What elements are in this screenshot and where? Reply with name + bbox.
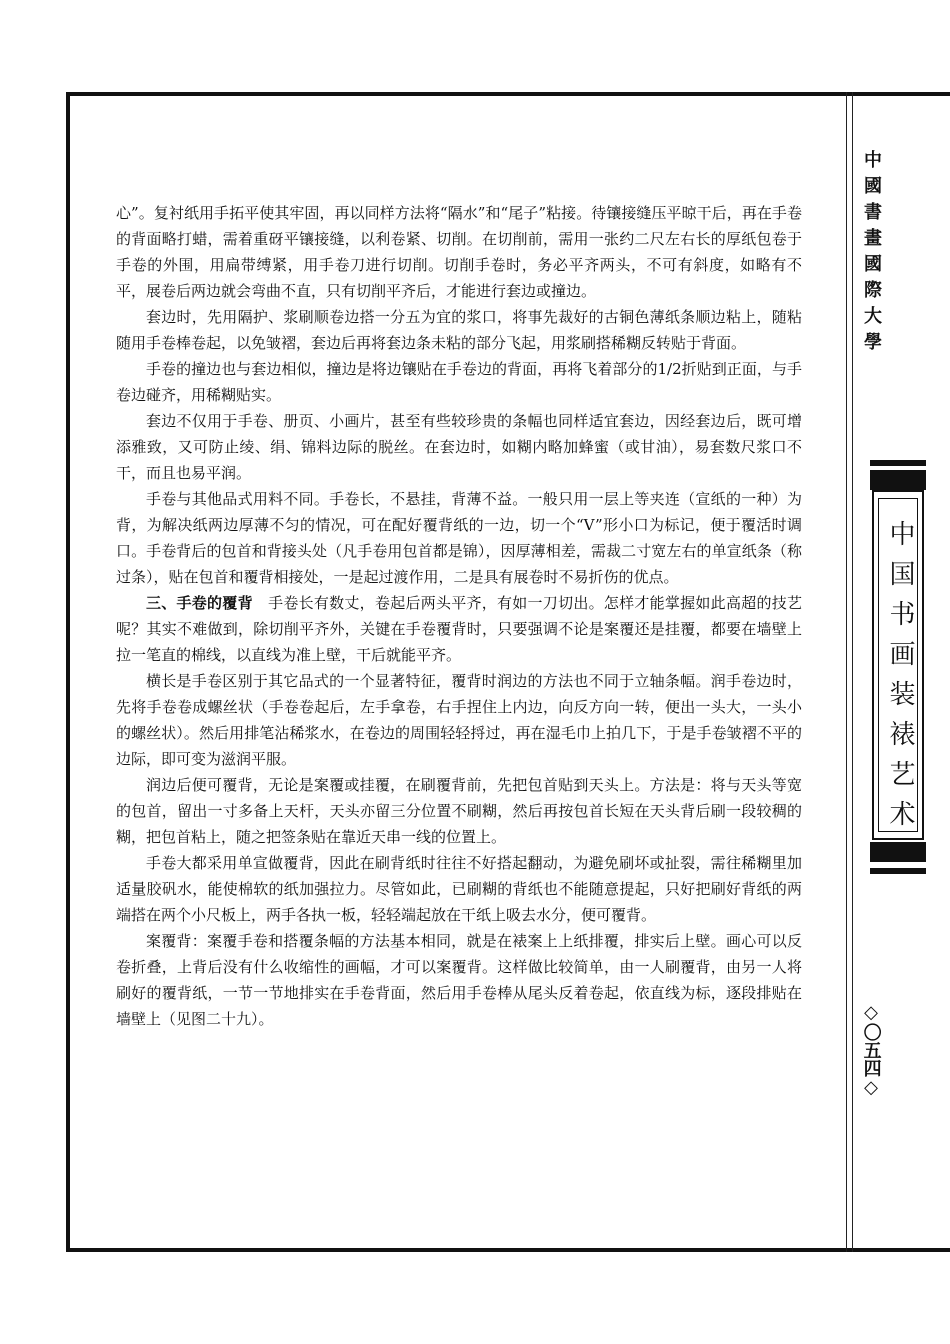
sidebar-divider-inner — [852, 92, 853, 1252]
paragraph-2: 套边时，先用隔护、浆刷顺卷边搭一分五为宜的浆口，将事先裁好的古铜色薄纸条顺边粘上，随粘随用手卷棒卷起，以免皱褶，套边后再将套边条未粘的部分飞起，用浆刷搭稀糊反转贴于背面。 — [116, 308, 802, 352]
title-bar-top-thick — [870, 470, 926, 490]
paragraph-7: 横长是手卷区别于其它品式的一个显著特征，覆背时润边的方法也不同于立轴条幅。润手卷边时，先将手卷卷成螺丝状（手卷卷起后，左手拿卷，右手捏住上内边，向反方向一转，便出一头大，一头小的螺丝状）。然后用排笔沾稀浆水，在卷边的周围轻轻捋过，再在湿毛巾上拍几下，于是手卷皱褶不平的边际，即可变为滋润平服。 — [116, 672, 802, 768]
section-heading: 三、手卷的覆背 — [146, 594, 253, 612]
paragraph-6 — [116, 590, 802, 668]
paragraph-4: 套边不仅用于手卷、册页、小画片，甚至有些较珍贵的条幅也同样适宜套边，因经套边后，既可增添雅致，又可防止绫、绢、锦料边际的脱丝。在套边时，如糊内略加蜂蜜（或甘油），易套数尺浆口不干，而且也易平润。 — [116, 412, 802, 482]
paragraph-6-text: 手卷长有数丈，卷起后两头平齐，有如一刀切出。怎样才能掌握如此高超的技艺呢？其实不难做到，除切削平齐外，关键在手卷覆背时，只要强调不论是案覆还是挂覆，都要在墙壁上拉一笔直的棉线，以直线为准上壁，干后就能平齐。 — [116, 594, 802, 664]
paragraph-10: 案覆背：案覆手卷和搭覆条幅的方法基本相同，就是在裱案上上纸排覆，排实后上壁。画心可以反卷折叠，上背后没有什么收缩性的画幅，才可以案覆背。这样做比较简单，由一人刷覆背，由另一人将刷好的覆背纸，一节一节地排实在手卷背面，然后用手卷棒从尾头反着卷起，依直线为标，逐段排贴在墙壁上（见图二十九）。 — [116, 932, 802, 1028]
institution-name: 中國書畫國際大學 — [861, 150, 882, 358]
paragraph-1: 心”。复衬纸用手拓平使其牢固，再以同样方法将“隔水”和“尾子”粘接。待镶接缝压平晾干后，再在手卷的背面略打蜡，需着重砑平镶接缝，以利卷紧、切削。在切削前，需用一张约二尺左右长的厚纸包卷于手卷的外围，用扁带缚紧，用手卷刀进行切削。切削手卷时，务必平齐两头，不可有斜度，如略有不平，展卷后两边就会弯曲不直，只有切削平齐后，才能进行套边或撞边。 — [116, 204, 802, 300]
title-bar-bottom-thick — [870, 842, 926, 862]
paragraph-3: 手卷的撞边也与套边相似，撞边是将边镶贴在手卷边的背面，再将飞着部分的1/2折贴到正面，与手卷边碰齐，用稀糊贴实。 — [116, 360, 802, 404]
paragraph-9: 手卷大都采用单宣做覆背，因此在刷背纸时往往不好搭起翻动，为避免刷坏或扯裂，需往稀糊里加适量胶矾水，能使棉软的纸加强拉力。尽管如此，已刷糊的背纸也不能随意提起，只好把刷好背纸的两端搭在两个小尺板上，两手各执一板，轻轻端起放在干纸上吸去水分，便可覆背。 — [116, 854, 802, 924]
page-number: ◇〇五四◇ — [860, 1002, 882, 1098]
book-title: 中国书画装裱艺术 — [885, 520, 915, 840]
body-text — [116, 200, 802, 1032]
title-bar-bottom-thin — [870, 868, 926, 874]
title-bar-top-thin — [870, 460, 926, 466]
paragraph-5: 手卷与其他品式用料不同。手卷长，不悬挂，背薄不益。一般只用一层上等夹连（宣纸的一种）为背，为解决纸两边厚薄不匀的情况，可在配好覆背纸的一边，切一个“V”形小口为标记，便于覆活时调口。手卷背后的包首和背接头处（凡手卷用包首都是锦），因厚薄相差，需裁二寸宽左右的单宣纸条（称过条），贴在包首和覆背相接处，一是起过渡作用，二是具有展卷时不易折伤的优点。 — [116, 490, 802, 586]
sidebar-divider — [846, 92, 847, 1252]
paragraph-8: 润边后便可覆背，无论是案覆或挂覆，在刷覆背前，先把包首贴到天头上。方法是：将与天头等宽的包首，留出一寸多备上天杆，天头亦留三分位置不刷糊，然后再按包首长短在天头背后刷一段较稠的糊，把包首粘上，随之把签条贴在靠近天串一线的位置上。 — [116, 776, 802, 846]
